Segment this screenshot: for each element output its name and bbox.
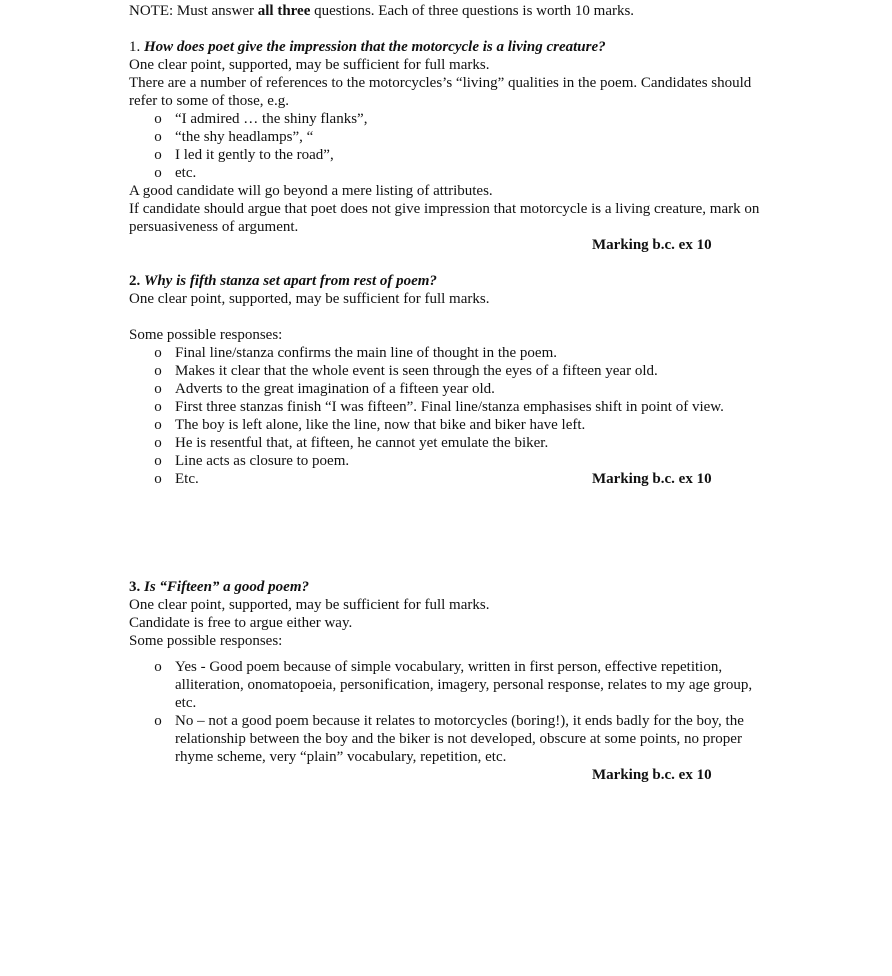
question-1-marking-row bbox=[129, 236, 769, 254]
bullet-icon: o bbox=[154, 399, 162, 415]
question-3-number: 3. bbox=[129, 579, 141, 595]
list-item bbox=[129, 470, 769, 488]
list-item bbox=[129, 110, 769, 128]
bullet-text: etc. bbox=[175, 165, 197, 181]
bullet-text: The boy is left alone, like the line, now that bike and biker have left. bbox=[175, 417, 586, 433]
note-bold: all three bbox=[257, 3, 311, 19]
list-item bbox=[129, 146, 769, 164]
question-1-bullet-list bbox=[129, 110, 769, 182]
list-item bbox=[129, 452, 769, 470]
question-1-text: How does poet give the impression that the motorcycle is a living creature? bbox=[144, 39, 606, 55]
question-2-guidance: One clear point, supported, may be sufficient for full marks. bbox=[129, 291, 490, 307]
question-1 bbox=[129, 38, 769, 254]
question-3-title bbox=[129, 578, 769, 596]
list-item bbox=[129, 434, 769, 452]
bullet-text: “the shy headlamps”, “ bbox=[175, 129, 314, 145]
bullet-icon: o bbox=[154, 111, 162, 127]
question-1-title bbox=[129, 38, 769, 56]
question-3-bullet-list bbox=[129, 658, 769, 766]
question-1-guidance: One clear point, supported, may be sufficient for full marks. bbox=[129, 57, 490, 73]
bullet-icon: o bbox=[154, 129, 162, 145]
list-item bbox=[129, 712, 769, 766]
list-item bbox=[129, 658, 769, 712]
bullet-text: Final line/stanza confirms the main line of thought in the poem. bbox=[175, 345, 558, 361]
bullet-icon: o bbox=[154, 659, 162, 675]
marking-scheme-page bbox=[129, 2, 769, 784]
question-2-bullet-list bbox=[129, 344, 769, 488]
bullet-icon: o bbox=[154, 345, 162, 361]
question-3-intro: Some possible responses: bbox=[129, 633, 283, 649]
question-3 bbox=[129, 578, 769, 784]
bullet-text: I led it gently to the road”, bbox=[175, 147, 334, 163]
bullet-icon: o bbox=[154, 417, 162, 433]
bullet-icon: o bbox=[154, 165, 162, 181]
bullet-text: First three stanzas finish “I was fifteen”. Final line/stanza emphasises shift in point of view. bbox=[175, 399, 724, 415]
question-2-number: 2. bbox=[129, 273, 141, 289]
bullet-icon: o bbox=[154, 381, 162, 397]
list-item bbox=[129, 416, 769, 434]
bullet-icon: o bbox=[154, 471, 162, 487]
bullet-icon: o bbox=[154, 713, 162, 729]
list-item bbox=[129, 398, 769, 416]
note-line bbox=[129, 2, 769, 20]
question-1-marking: Marking b.c. ex 10 bbox=[592, 237, 712, 253]
question-2-title bbox=[129, 272, 769, 290]
note-suffix: questions. Each of three questions is worth 10 marks. bbox=[310, 3, 635, 19]
list-item bbox=[129, 128, 769, 146]
bullet-text: Adverts to the great imagination of a fifteen year old. bbox=[175, 381, 495, 397]
question-1-paragraph: There are a number of references to the motorcycles’s “living” qualities in the poem. Candidates should refer to some of those, e.g. bbox=[129, 75, 752, 109]
list-item bbox=[129, 380, 769, 398]
question-1-alt-argument: If candidate should argue that poet does not give impression that motorcycle is a living creature, mark on persuasiveness of argument. bbox=[129, 201, 760, 235]
question-3-freedom: Candidate is free to argue either way. bbox=[129, 615, 353, 631]
list-item bbox=[129, 344, 769, 362]
bullet-text: Etc. bbox=[175, 471, 199, 487]
bullet-text: Line acts as closure to poem. bbox=[175, 453, 350, 469]
note-prefix: NOTE: Must answer bbox=[129, 3, 258, 19]
question-1-number: 1. bbox=[129, 39, 141, 55]
bullet-text: Makes it clear that the whole event is seen through the eyes of a fifteen year old. bbox=[175, 363, 658, 379]
question-2-intro: Some possible responses: bbox=[129, 327, 283, 343]
bullet-text: No – not a good poem because it relates to motorcycles (boring!), it ends badly for the boy, the relationship between the boy and the biker is not developed, obscure at some points, no proper rhyme scheme, very “plain” vocabulary, repetition, etc. bbox=[175, 713, 744, 765]
bullet-icon: o bbox=[154, 453, 162, 469]
question-3-text: Is “Fifteen” a good poem? bbox=[144, 579, 309, 595]
question-3-marking-row bbox=[129, 766, 769, 784]
question-2-marking: Marking b.c. ex 10 bbox=[592, 471, 712, 487]
question-2-text: Why is fifth stanza set apart from rest of poem? bbox=[144, 273, 437, 289]
bullet-icon: o bbox=[154, 147, 162, 163]
question-2 bbox=[129, 272, 769, 488]
bullet-text: “I admired … the shiny flanks”, bbox=[175, 111, 368, 127]
question-1-note: A good candidate will go beyond a mere listing of attributes. bbox=[129, 183, 493, 199]
bullet-text: He is resentful that, at fifteen, he cannot yet emulate the biker. bbox=[175, 435, 549, 451]
list-item bbox=[129, 362, 769, 380]
question-3-guidance: One clear point, supported, may be sufficient for full marks. bbox=[129, 597, 490, 613]
bullet-icon: o bbox=[154, 435, 162, 451]
question-3-marking: Marking b.c. ex 10 bbox=[592, 767, 712, 783]
list-item bbox=[129, 164, 769, 182]
bullet-icon: o bbox=[154, 363, 162, 379]
bullet-text: Yes - Good poem because of simple vocabulary, written in first person, effective repetition, alliteration, onomatopoeia, personification, imagery, personal response, relates to my age group, etc. bbox=[175, 659, 753, 711]
